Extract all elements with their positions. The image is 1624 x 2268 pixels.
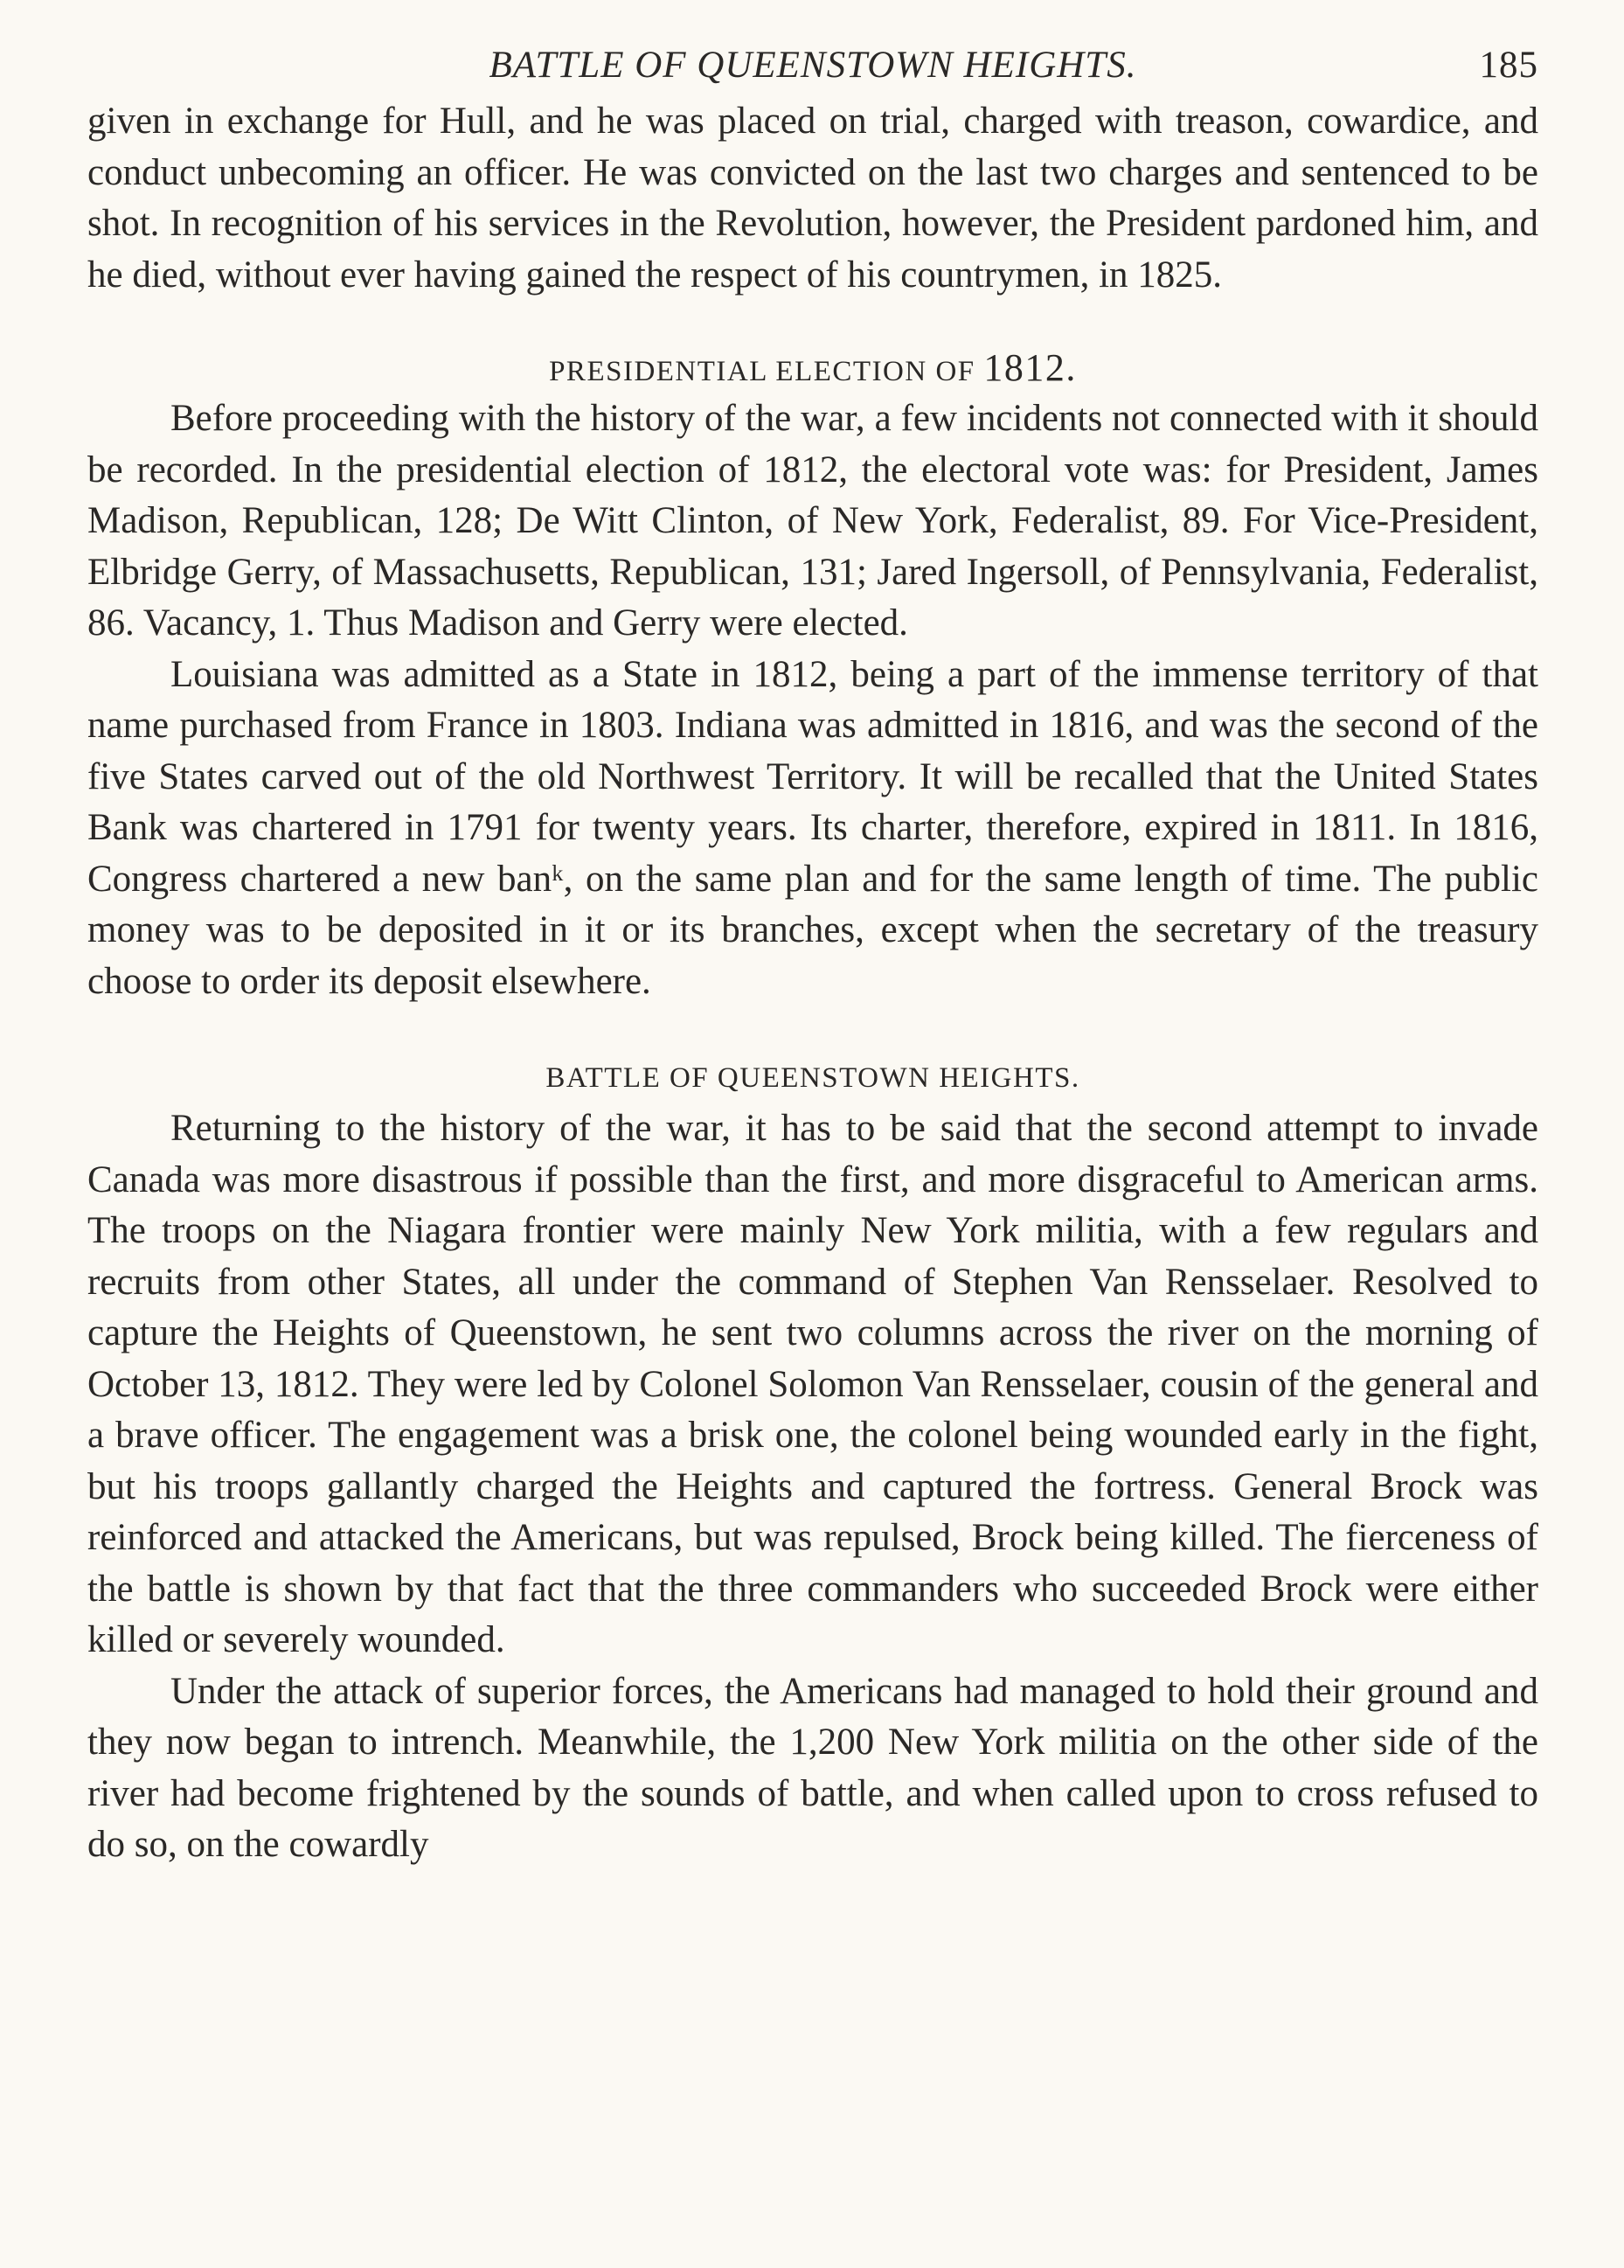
paragraph-election-votes: Before proceeding with the history of the war, a few incidents not connected with it should be recorded. In the presidential election of 1812, the electoral vote was: for President, James Madison, Republican, 128; De Witt Clinton, of New York, Federalist, 89. For Vice-President, Elbridge Gerry, of Massachusetts, Republican, 131; Jared Ingersoll, of Pennsylvania, Federalist, 86. Vacancy, 1. Thus Madison and Gerry were elected. (87, 398, 1538, 644)
paragraph-militia-refusal: Under the attack of superior forces, the Americans had managed to hold their ground and they now began to intrench. Meanwhile, the 1,200 New York militia on the other side of the river had become frightened by the sounds of battle, and when called upon to cross refused to do so, on the cowardly (87, 1670, 1538, 1865)
section-gap (87, 1007, 1538, 1053)
heading-election-year: 1812. (983, 346, 1077, 389)
running-head (87, 44, 1538, 96)
heading-election-label: PRESIDENTIAL ELECTION OF (549, 356, 975, 387)
heading-presidential-election (87, 336, 1538, 393)
paragraph-louisiana-indiana-bank: Louisiana was admitted as a State in 1812, being a part of the immense territory of that name purchased from France in 1803. Indiana was admitted in 1816, and was the second of the five States carved out of the old Northwest Territory. It will be recalled that the United States Bank was chartered in 1791 for twenty years. Its charter, therefore, expired in 1811. In 1816, Congress chartered a new banᵏ, on the same plan and for the same length of time. The public money was to be deposited in it or its branches, except when the secretary of the treasury choose to order its deposit elsewhere. (87, 653, 1538, 1002)
page-number: 185 (1479, 45, 1538, 86)
running-title: BATTLE OF QUEENSTOWN HEIGHTS. (489, 45, 1137, 86)
book-page (87, 44, 1538, 1871)
section-gap (87, 301, 1538, 336)
paragraph-hull-trial: given in exchange for Hull, and he was placed on trial, charged with treason, cowardice, and conduct unbecoming an officer. He was convicted on the last two charges and sentenced to be shot. In recognition of his services in the Revolution, however, the President pardoned him, and he died, without ever having gained the respect of his countrymen, in 1825. (87, 101, 1538, 296)
paragraph-second-invasion: Returning to the history of the war, it has to be said that the second attempt to invade Canada was more disastrous if possible than the first, and more disgraceful to American arms. The troops on the Niagara frontier were mainly New York militia, with a few regulars and recruits from other States, all under the command of Stephen Van Rensselaer. Resolved to capture the Heights of Queenstown, he sent two columns across the river on the morning of October 13, 1812. They were led by Colonel Solomon Van Rensselaer, cousin of the general and a brave officer. The engagement was a brisk one, the colonel being wounded early in the fight, but his troops gallantly charged the Heights and captured the fortress. General Brock was reinforced and attacked the Americans, but was repulsed, Brock being killed. The fierceness of the battle is shown by that fact that the three commanders who succeeded Brock were either killed or severely wounded. (87, 1108, 1538, 1660)
heading-battle-queenstown: BATTLE OF QUEENSTOWN HEIGHTS. (545, 1062, 1080, 1094)
